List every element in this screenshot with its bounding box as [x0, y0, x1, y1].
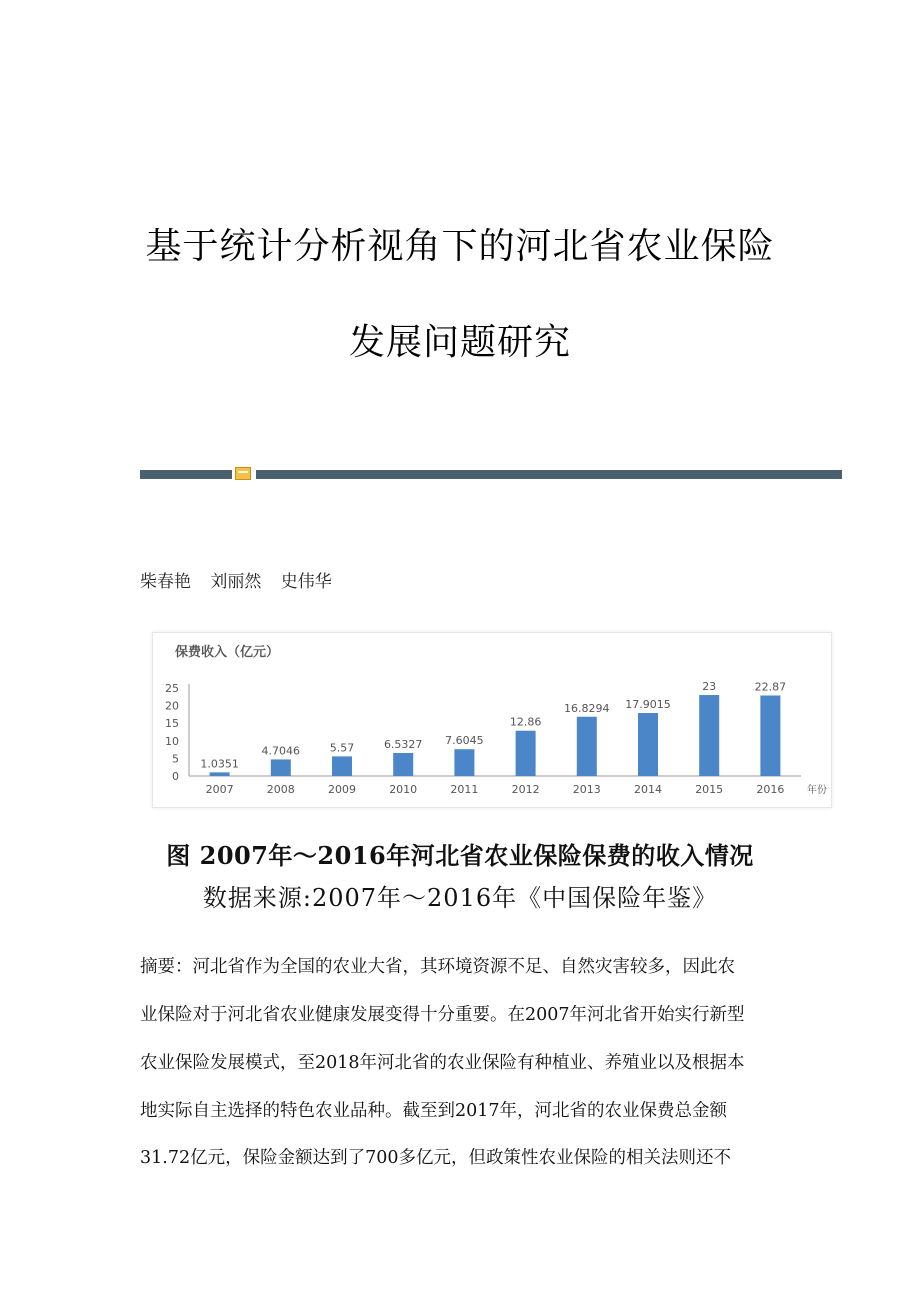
y-tick-label: 15	[165, 717, 179, 731]
x-tick-label: 2011	[450, 783, 479, 796]
x-axis-label: 年份	[807, 785, 827, 796]
bar-2007	[210, 772, 230, 776]
data-label: 1.0351	[200, 757, 239, 771]
y-tick-label: 5	[172, 752, 179, 766]
x-tick-label: 2007	[205, 783, 234, 796]
x-tick-label: 2010	[389, 783, 418, 796]
author-list: 柴春艳 刘丽然 史伟华	[140, 572, 332, 592]
data-label: 16.8294	[564, 701, 610, 715]
abstract-line: 地实际自主选择的特色农业品种。截至到2017年，河北省的农业保费总金额	[140, 1101, 728, 1121]
divider-bar-right	[256, 470, 842, 479]
data-label: 17.9015	[625, 697, 671, 711]
bar-2010	[393, 753, 413, 776]
bar-2016	[760, 695, 780, 776]
data-label: 4.7046	[261, 744, 301, 758]
data-label: 22.87	[754, 680, 787, 694]
divider-bar-left	[140, 470, 232, 479]
x-tick-label: 2013	[572, 783, 601, 796]
data-label: 5.57	[329, 741, 355, 755]
bar-2008	[271, 759, 291, 776]
data-label: 23	[702, 680, 717, 694]
envelope-icon	[235, 467, 251, 480]
bar-2013	[577, 717, 597, 776]
x-tick-label: 2016	[756, 783, 785, 796]
page-title: 基于统计分析视角下的河北省农业保险	[145, 226, 775, 267]
figure-source: 数据来源:2007年～2016年《中国保险年鉴》	[202, 884, 718, 912]
figure-caption: 图 2007年～2016年河北省农业保险保费的收入情况	[166, 841, 754, 870]
abstract-line: 摘要：河北省作为全国的农业大省，其环境资源不足、自然灾害较多，因此农	[140, 957, 735, 977]
bar-2014	[638, 713, 658, 776]
y-tick-label: 25	[165, 682, 179, 695]
x-tick-label: 2015	[695, 783, 724, 796]
abstract-line: 31.72亿元，保险金额达到了700多亿元，但政策性农业保险的相关法则还不	[140, 1148, 731, 1168]
bar-2015	[699, 695, 719, 776]
data-label: 6.5327	[383, 738, 423, 752]
y-tick-label: 20	[165, 699, 179, 713]
x-tick-label: 2009	[328, 783, 356, 796]
x-tick-label: 2008	[266, 783, 295, 796]
data-label: 12.86	[509, 715, 542, 729]
bar-2009	[332, 756, 352, 776]
bar-2011	[454, 749, 474, 776]
y-tick-label: 0	[172, 770, 179, 783]
abstract-line: 农业保险发展模式，至2018年河北省的农业保险有种植业、养殖业以及根据本	[140, 1053, 745, 1073]
page-subtitle: 发展问题研究	[348, 322, 571, 363]
x-tick-label: 2012	[511, 783, 540, 796]
bar-2012	[516, 731, 536, 776]
y-tick-label: 10	[165, 734, 179, 748]
abstract-line: 业保险对于河北省农业健康发展变得十分重要。在2007年河北省开始实行新型	[140, 1005, 745, 1025]
x-tick-label: 2014	[634, 783, 662, 796]
chart-title: 保费收入（亿元）	[175, 645, 280, 660]
bar-chart-frame	[152, 632, 832, 808]
data-label: 7.6045	[445, 734, 484, 748]
premium-bar-chart	[153, 633, 831, 807]
